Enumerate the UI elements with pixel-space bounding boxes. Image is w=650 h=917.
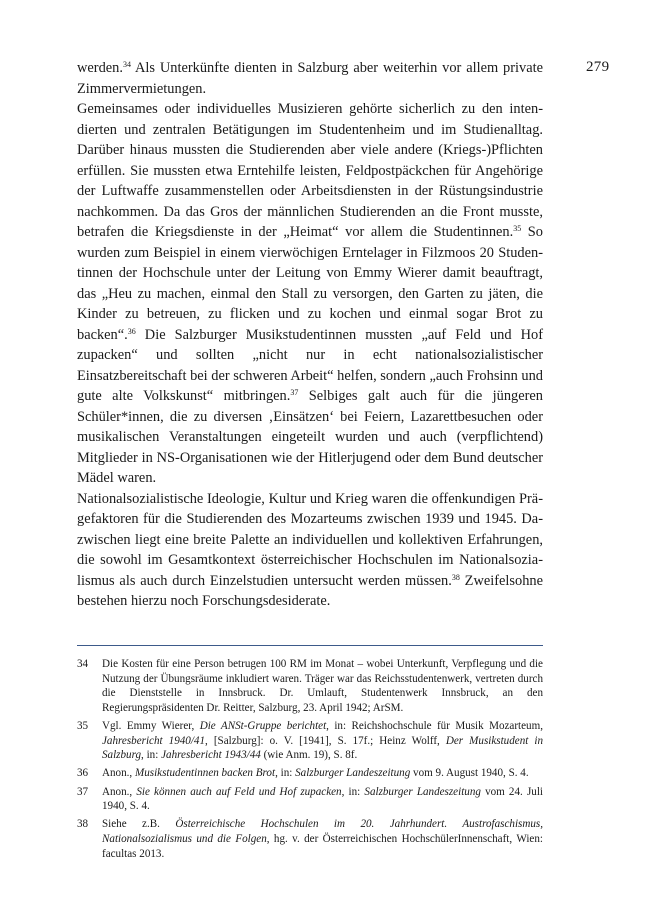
text-run: , in: Reichshochschule für Musik Mozarteum, bbox=[326, 719, 544, 732]
italic-title: Sie können auch auf Feld und Hof zupacken bbox=[136, 785, 342, 798]
italic-title: Der Musikstudent in Salzburg bbox=[102, 734, 544, 762]
text-run: , in: bbox=[341, 785, 365, 798]
footnote-text bbox=[102, 817, 543, 861]
footnote-number: 37 bbox=[77, 785, 89, 798]
text-run: Anon., bbox=[102, 785, 137, 798]
footnote-text bbox=[102, 766, 543, 781]
text-run: , hg. v. der Österreichischen HochschülerInnenschaft, Wien: facultas 2013. bbox=[102, 832, 543, 860]
paragraph bbox=[77, 489, 543, 612]
footnote bbox=[77, 657, 543, 715]
text-run: werden. bbox=[77, 60, 123, 76]
footnote-reference[interactable]: 37 bbox=[290, 388, 299, 397]
footnote-text bbox=[102, 719, 543, 763]
footnote-number: 34 bbox=[77, 658, 89, 670]
italic-title: Jahresbericht 1940/41 bbox=[102, 734, 206, 747]
italic-title: Österreichische Hochschulen im 20. Jahrhundert. Austrofaschismus, Nationalsozialismus und die Folgen bbox=[102, 818, 543, 845]
footnote-number: 38 bbox=[77, 818, 89, 831]
text-run: Die Kosten für eine Person betrugen 100 RM im Monat – wobei Unterkunft, Verpflegung und die Nutzung der Übungsräume inkludiert waren. Träger war das Reichsstudentenwerk, vertreten durch die Dienststelle in Innsbruck. Dr. Umlauft, Studentenwerk Innsbruck, an den Regierungspräsidenten Dr. Reitter, Salzburg, 23. April 1942; ArSM. bbox=[102, 658, 543, 714]
footnote-divider bbox=[77, 645, 543, 646]
footnote-reference[interactable]: 35 bbox=[513, 224, 522, 233]
text-run: Die Salzburger Musikstudentinnen mussten „auf Feld und Hof zupacken“ und sollten „nicht nur in echt nationalsozialistischer Einsatzbereitschaft bei der schweren Arbeit“ helfen, sondern „auch Frohsinn und gute alte Volkskunst“ mitbringen. bbox=[77, 326, 543, 404]
text-run: Vgl. Emmy Wierer, bbox=[102, 719, 200, 732]
text-run: (wie Anm. 19), S. 8f. bbox=[260, 749, 358, 762]
footnote-reference[interactable]: 34 bbox=[122, 60, 131, 69]
footnote-number: 36 bbox=[77, 767, 89, 780]
main-text bbox=[77, 58, 543, 612]
text-run: Nationalsozialistische Ideologie, Kultur und Krieg waren die offenkundigen Prägefaktoren für die Studierenden des Mozarteums zwischen 1939 und 1945. Dazwischen liegt eine breite Palette an individuellen und kollektiven Erfahrungen, die sowohl im Gesamtkontext österreichischer Hochschulen im Nationalsozialismus als auch durch Einzelstudien untersucht werden müssen. bbox=[77, 490, 543, 589]
text-run: Zweifelsohne bestehen hierzu noch Forschungsdesiderate. bbox=[77, 572, 543, 609]
text-run: Als Unterkünfte dienten in Salzburg aber weiterhin vor allem private Zimmervermietungen. bbox=[77, 60, 543, 97]
paragraph bbox=[77, 58, 543, 99]
text-run: , [Salzburg]: o. V. [1941], S. 17f.; Heinz Wolff, bbox=[205, 734, 446, 747]
text-run: , in: bbox=[141, 749, 162, 762]
text-run: Siehe z.B. bbox=[102, 818, 176, 831]
footnote-text bbox=[102, 785, 543, 814]
italic-title: Salzburger Landeszeitung bbox=[364, 785, 481, 798]
italic-title: Musikstudentinnen backen Brot bbox=[134, 767, 276, 780]
text-run: Selbiges galt auch für die jüngeren Schüler*innen, die zu diversen ‚Einsätzen‘ bei Feiern, Lazarettbesuchen oder musikalischen Veranstaltungen eingeteilt wurden und auch (verpflichtend) Mitglieder in NS-Organisationen wie der Hitlerjugend oder dem Bund deutscher Mädel waren. bbox=[77, 388, 543, 486]
footnote-reference[interactable]: 38 bbox=[451, 572, 460, 582]
italic-title: Jahresbericht 1943/44 bbox=[161, 749, 261, 762]
text-run: , in: bbox=[275, 767, 296, 780]
footnote bbox=[77, 817, 543, 861]
text-run: Anon., bbox=[102, 767, 135, 780]
italic-title: Die ANSt-Gruppe berichtet bbox=[199, 719, 327, 732]
footnote bbox=[77, 785, 543, 814]
text-run: vom 24. Juli 1940, S. 4. bbox=[102, 785, 543, 813]
text-run: So wurden zum Beispiel in einem vierwöchigen Erntelager in Filzmoos 20 Studentinnen der Hochschule unter der Leitung von Emmy Wierer damit beauftragt, das „Heu zu machen, einmal den Stall zu versorgen, den Garten zu jäten, die Kinder zu betreuen, zu flicken und zu kochen und einmal sogar Brot zu backen“. bbox=[77, 224, 543, 343]
footnote-text bbox=[102, 657, 543, 715]
footnote bbox=[77, 719, 543, 763]
footnote-number: 35 bbox=[77, 719, 89, 732]
text-run: vom 9. August 1940, S. 4. bbox=[410, 767, 529, 780]
paragraph bbox=[77, 99, 543, 489]
footnote bbox=[77, 766, 543, 781]
footnote-reference[interactable]: 36 bbox=[127, 326, 136, 336]
italic-title: Salzburger Landeszeitung bbox=[295, 767, 411, 780]
text-run: Gemeinsames oder individuelles Musizieren gehörte sicherlich zu den intendierten und zentralen Betätigungen im Studentenheim und im Studienalltag. Darüber hinaus mussten die Studierenden aber viele andere (Kriegs-)Pflichten erfüllen. Sie mussten etwa Erntehilfe leisten, Feldpostpäckchen für Angehörige der Luftwaffe zusammenstellen oder Arbeitsdiensten in der Rüstungsindustrie nachkommen. Da das Gros der männlichen Studierenden an die Front musste, betrafen die Kriegsdienste in der „Heimat“ vor allem die Studentinnen. bbox=[77, 101, 543, 240]
footnotes bbox=[77, 657, 543, 865]
page-number: 279 bbox=[586, 59, 610, 75]
